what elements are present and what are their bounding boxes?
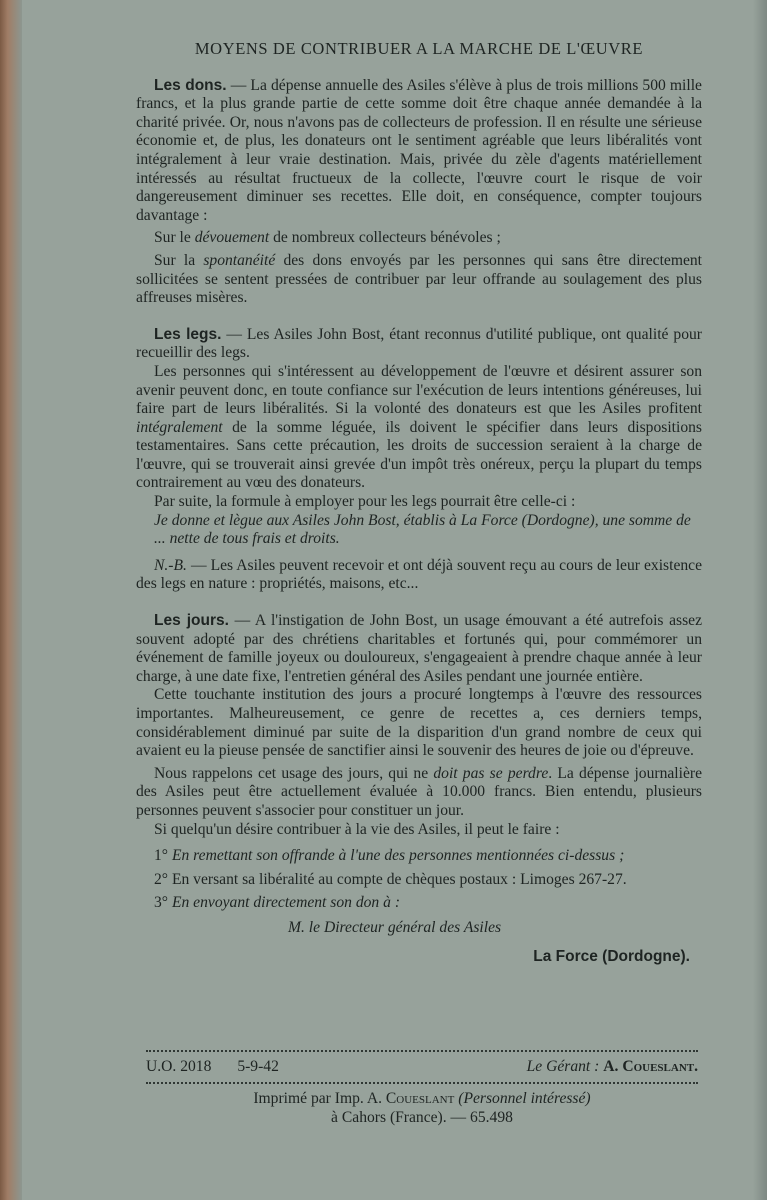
address-line-2: La Force (Dordogne). [533,947,690,965]
jours-heading: Les jours. [154,612,229,630]
footer-line [146,1058,698,1076]
jours-paragraph-3 [136,765,702,821]
dons-p3-em: spontanéité [203,251,276,269]
legs-nb-text: — Les Asiles peuvent recevoir et ont déjà souvent reçu au cours de leur existence des legs en nature : propriétés, maisons, etc... [136,556,702,593]
dons-p3-pre: Sur la [154,251,204,269]
item-1-text: En remettant son offrande à l'une des personnes mentionnées ci-dessus ; [171,847,625,865]
jours-text-1: — A l'instigation de John Bost, un usage émouvant a été autrefois assez souvent adopté par des chrétiens charitables et fortunés qui, pour commémorer un événement de famille joyeux ou douloureux, s'engageaient à prendre chaque année à leur charge, à une date fixe, l'entretien général des Asiles pendant une journée entière. [136,612,702,685]
imprint-line-1 [146,1090,698,1109]
dons-p2-post: de nombreux collecteurs bénévoles ; [269,229,501,247]
page-right-edge [753,0,767,1200]
page-left-edge [0,0,22,1200]
item-2-text: En versant sa libéralité au compte de chèques postaux : Limoges 267-27. [171,870,627,888]
page-header: MOYENS DE CONTRIBUER A LA MARCHE DE L'ŒUVRE [194,39,644,58]
dons-p2-pre: Sur le [154,229,195,247]
document-body [136,40,702,966]
jours-item-3 [136,894,702,913]
footer-date: 5-9-42 [237,1058,279,1075]
jours-p3-em: doit pas se perdre [433,764,549,782]
item-1-number: 1° [154,847,169,865]
legs-p2-pre: Les personnes qui s'intéressent au développement de l'œuvre et désirent assurer son avenir peuvent donc, en toute confiance sur l'exécution de leurs intentions généreuses, lui faire part de leurs libéralités. Si la volonté des donateurs est que les Asiles profitent [136,362,702,418]
dons-heading: Les dons. [154,76,227,94]
footer-rule-top [146,1050,698,1052]
jours-paragraph-1 [136,612,702,686]
imprint-printer-name: Coueslant [385,1090,455,1107]
dons-paragraph-1 [136,77,702,226]
legs-text-1: — Les Asiles John Bost, étant reconnus d'utilité publique, ont qualité pour recueillir des legs. [136,325,702,362]
item-3-text: En envoyant directement son don à : [171,894,401,912]
gerant-label: Le Gérant : [526,1058,600,1075]
legs-paragraph-3: Par suite, la formule à employer pour les legs pourrait être celle-ci : [154,493,576,511]
dons-text-1: — La dépense annuelle des Asiles s'élève à plus de trois millions 500 mille francs, et la plus grande partie de cette somme doit être chaque année demandée à la charité privée. Or, nous n'avons pas de collecteurs de profession. Il en résulte une sérieuse économie et, de plus, les donateurs ont le sentiment agréable que leurs libéralités vont intégralement à leur vraie destination. Mais, privée du zèle d'agents matériellement intéressés au résultat fructueux de la collecte, l'œuvre court le risque de voir dangereusement diminuer ses recettes. Elle doit, en conséquence, compter toujours davantage : [136,76,702,224]
gerant-name: A. Coueslant. [603,1058,698,1075]
legs-heading: Les legs. [154,325,222,343]
imprint [146,1090,698,1127]
jours-item-1 [136,847,702,866]
jours-p3-post: . La dépense journalière des Asiles peut être actuellement évaluée à 10.000 francs. Bien entendu, plusieurs personnes peuvent s'associer pour constituer un jour. [136,764,702,819]
address-line-1: M. le Directeur général des Asiles [288,918,502,936]
dons-p3-post: des dons envoyés par les personnes qui sans être directement sollicitées se sentent pressées de contribuer par leur offrande au soulagement des plus affreuses misères. [136,251,703,307]
imprint-note: (Personnel intéressé) [458,1090,591,1107]
footer-code: U.O. 2018 [146,1058,212,1075]
item-2-number: 2° [154,870,169,888]
legs-nb [136,557,702,594]
legs-nb-label: N.-B. [154,556,187,574]
item-3-number: 3° [154,894,169,912]
dons-p2-em: dévouement [194,229,270,247]
legs-formula: Je donne et lègue aux Asiles John Bost, établis à La Force (Dordogne), une somme de ... nette de tous frais et droits. [154,511,691,548]
dons-paragraph-3 [136,252,702,308]
jours-p3-pre: Nous rappelons cet usage des jours, qui ne [154,764,434,782]
dons-paragraph-2 [136,229,702,248]
imprint-line-2: à Cahors (France). — 65.498 [331,1108,513,1126]
jours-paragraph-2: Cette touchante institution des jours a procuré longtemps à l'œuvre des ressources importantes. Malheureusement, ce genre de recettes a, ces derniers temps, considérablement diminué par suite de la disparition d'un grand nombre de ceux qui avaient eu la pieuse pensée de sanctifier ainsi le souvenir des heures de joie ou d'épreuve. [136,686,702,760]
jours-item-2 [136,871,702,890]
legs-paragraph-1 [136,326,702,363]
legs-paragraph-2 [136,363,702,493]
legs-p2-post: de la somme léguée, ils doivent le spécifier dans leurs dispositions testamentaires. Sans cette précaution, les droits de succession seraient à la charge de l'œuvre, qui se trouverait ainsi grevée d'un impôt très onéreux, perçu la plupart du temps contrairement au vœu des donateurs. [136,418,702,492]
imprint-line-1-pre: Imprimé par Imp. A. [253,1090,386,1107]
legs-p2-em: intégralement [136,418,223,436]
jours-paragraph-4: Si quelqu'un désire contribuer à la vie des Asiles, il peut le faire : [154,820,560,838]
footer-rule-bottom [146,1082,698,1084]
